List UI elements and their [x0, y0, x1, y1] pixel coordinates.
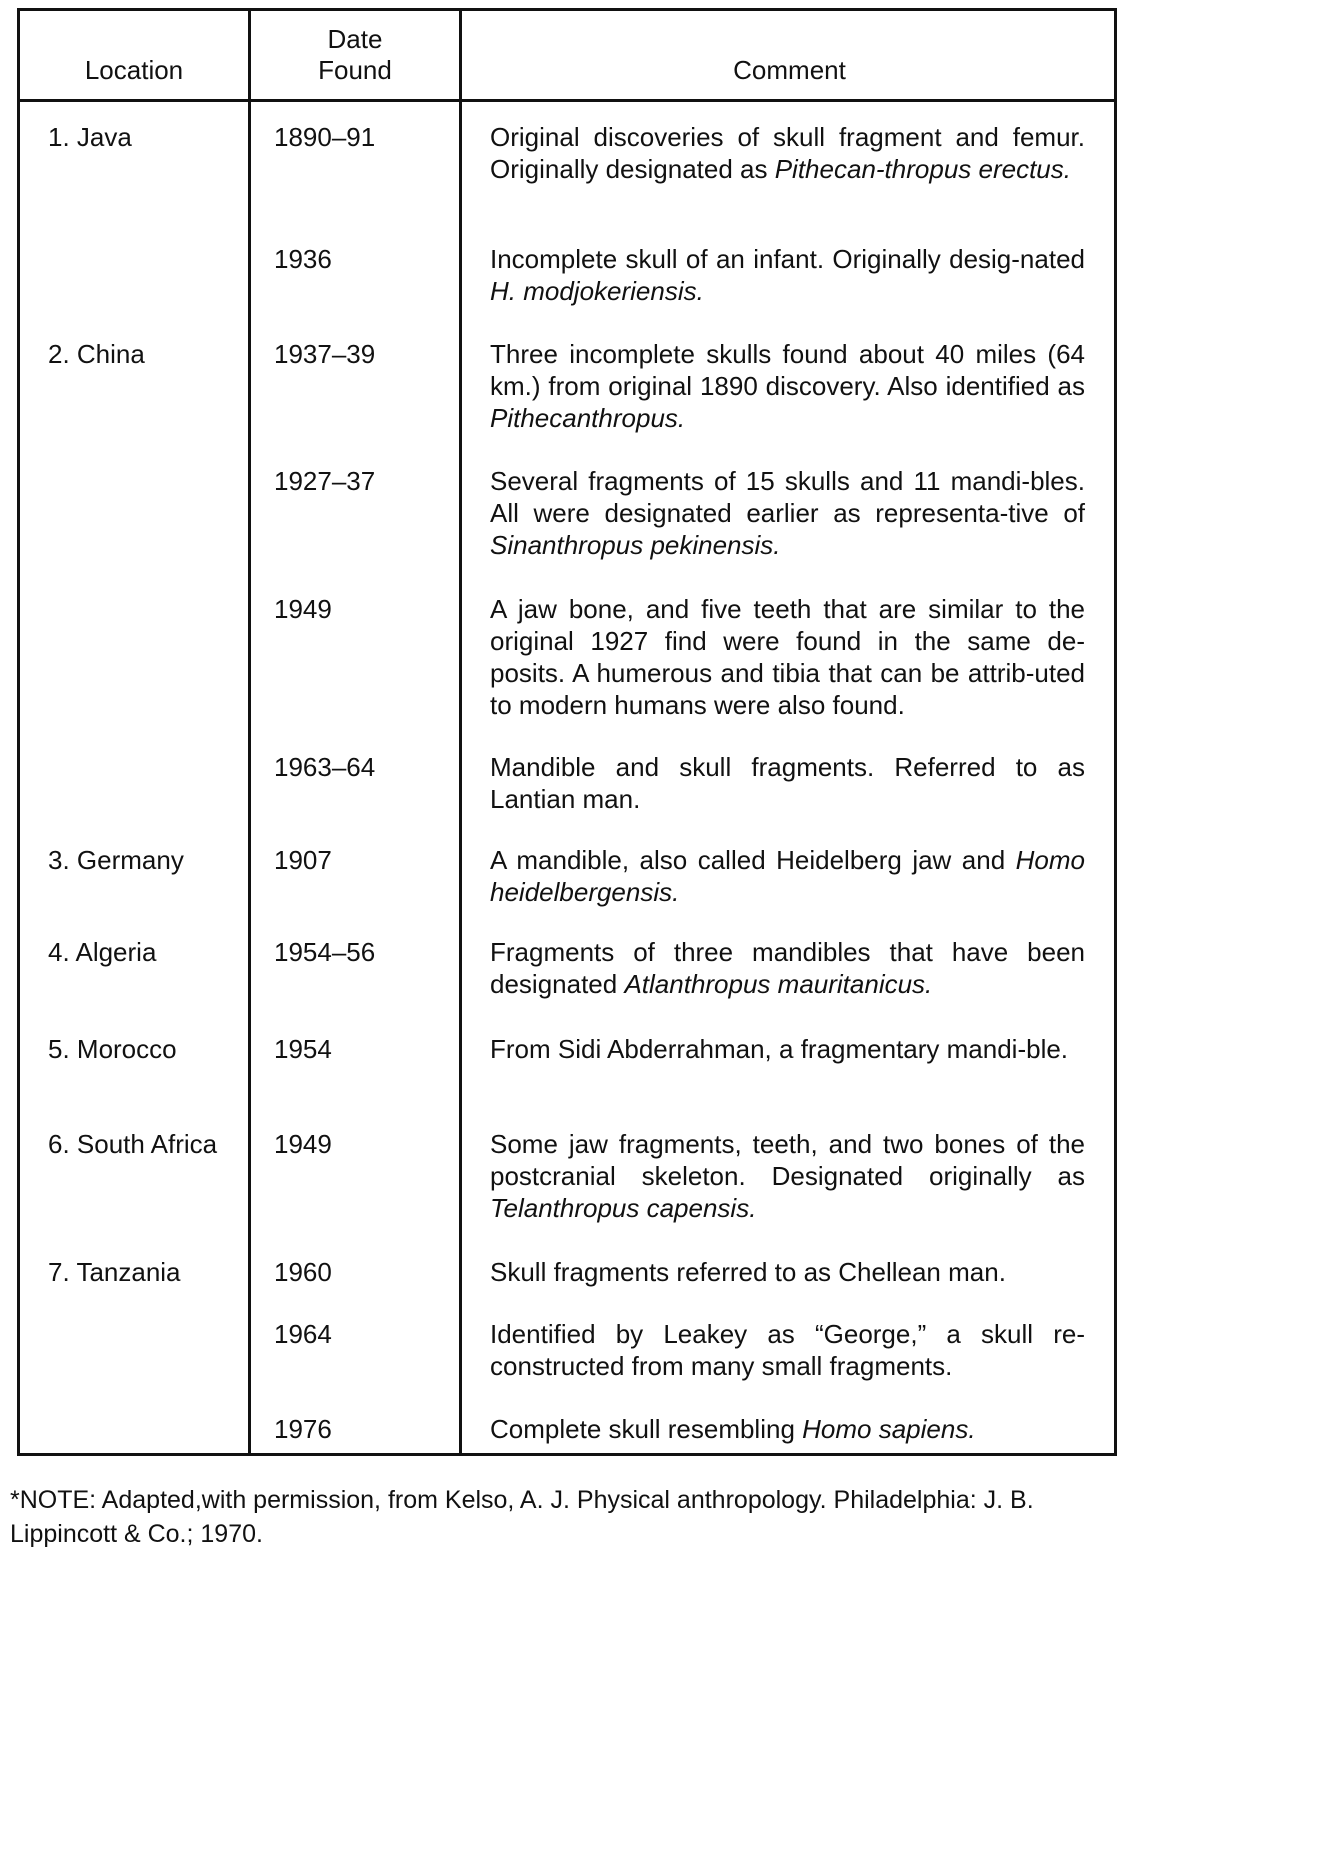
column-divider-1: [248, 11, 251, 1453]
comment-cell: [490, 121, 1085, 185]
date-cell: 1954–56: [274, 937, 376, 967]
date-cell: 1949: [274, 594, 332, 624]
header-date-line2: Found: [318, 55, 392, 85]
header-date-line1: Date: [327, 24, 383, 54]
comment-text: Several fragments of 15 skulls and 11 mandi-bles. All were designated earlier as representa-tive of: [490, 466, 1085, 528]
location-cell: 3. Germany: [48, 845, 184, 875]
date-cell: 1964: [274, 1319, 332, 1349]
date-cell: 1937–39: [274, 339, 376, 369]
date-cell: 1890–91: [274, 122, 376, 152]
comment-cell: [490, 338, 1085, 434]
comment-text: A mandible, also called Heidelberg jaw and: [490, 845, 1016, 875]
comment-cell: [490, 936, 1085, 1000]
date-cell: 1949: [274, 1129, 332, 1159]
comment-cell: [490, 1033, 1085, 1065]
comment-italic-text: Homo sapiens.: [802, 1414, 976, 1444]
location-cell: 2. China: [48, 339, 145, 369]
comment-cell: [490, 1318, 1085, 1382]
header-comment: Comment: [733, 54, 846, 85]
column-divider-2: [459, 11, 462, 1453]
comment-italic-text: Sinanthropus pekinensis.: [490, 530, 781, 560]
comment-italic-text: Atlanthropus mauritanicus.: [624, 969, 933, 999]
fossil-table: [17, 8, 1117, 1456]
location-cell: 4. Algeria: [48, 937, 157, 967]
location-cell: 7. Tanzania: [48, 1257, 181, 1287]
comment-text: Skull fragments referred to as Chellean man.: [490, 1257, 1006, 1287]
comment-italic-text: Pithecan-thropus erectus.: [774, 154, 1071, 184]
date-cell: 1927–37: [274, 466, 376, 496]
comment-cell: [490, 1256, 1085, 1288]
comment-text: From Sidi Abderrahman, a fragmentary mandi-ble.: [490, 1034, 1069, 1064]
comment-text: Some jaw fragments, teeth, and two bones of the postcranial skeleton. Designated originally as: [490, 1129, 1085, 1191]
location-cell: 5. Morocco: [48, 1034, 177, 1064]
header-divider: [20, 99, 1114, 102]
date-cell: 1907: [274, 845, 332, 875]
comment-text: Identified by Leakey as “George,” a skull re-constructed from many small fragments.: [490, 1319, 1085, 1381]
location-cell: 1. Java: [48, 122, 132, 152]
date-cell: 1960: [274, 1257, 332, 1287]
comment-italic-text: Telanthropus capensis.: [490, 1193, 757, 1223]
comment-text: Three incomplete skulls found about 40 miles (64 km.) from original 1890 discovery. Also identified as: [490, 339, 1085, 401]
comment-text: Fragments of three mandibles that have been designated: [490, 937, 1085, 999]
comment-text: Complete skull resembling: [490, 1414, 803, 1444]
comment-cell: [490, 751, 1085, 815]
comment-text: Incomplete skull of an infant. Originally desig-nated: [490, 244, 1085, 274]
comment-cell: [490, 593, 1085, 721]
comment-italic-text: Pithecanthropus.: [490, 403, 686, 433]
comment-cell: [490, 243, 1085, 307]
date-cell: 1976: [274, 1414, 332, 1444]
date-cell: 1954: [274, 1034, 332, 1064]
comment-italic-text: Homo heidelbergensis.: [490, 845, 1085, 907]
comment-italic-text: H. modjokeriensis.: [490, 276, 704, 306]
comment-text: Original discoveries of skull fragment and femur. Originally designated as: [490, 122, 1085, 184]
source-note: *NOTE: Adapted,with permission, from Kelso, A. J. Physical anthropology. Philadelphia: J. B. Lippincott & Co.; 1970.: [10, 1486, 1034, 1548]
comment-cell: [490, 844, 1085, 908]
comment-cell: [490, 465, 1085, 561]
comment-text: Mandible and skull fragments. Referred to as Lantian man.: [490, 752, 1085, 814]
date-cell: 1963–64: [274, 752, 376, 782]
comment-cell: [490, 1128, 1085, 1224]
comment-cell: [490, 1413, 1085, 1445]
location-cell: 6. South Africa: [48, 1129, 218, 1159]
date-cell: 1936: [274, 244, 332, 274]
header-date-found: [251, 11, 459, 99]
comment-text: A jaw bone, and five teeth that are similar to the original 1927 find were found in the same de-posits. A humerous and tibia that can be attrib-uted to modern humans were also found.: [490, 594, 1085, 720]
header-location: Location: [84, 54, 184, 85]
